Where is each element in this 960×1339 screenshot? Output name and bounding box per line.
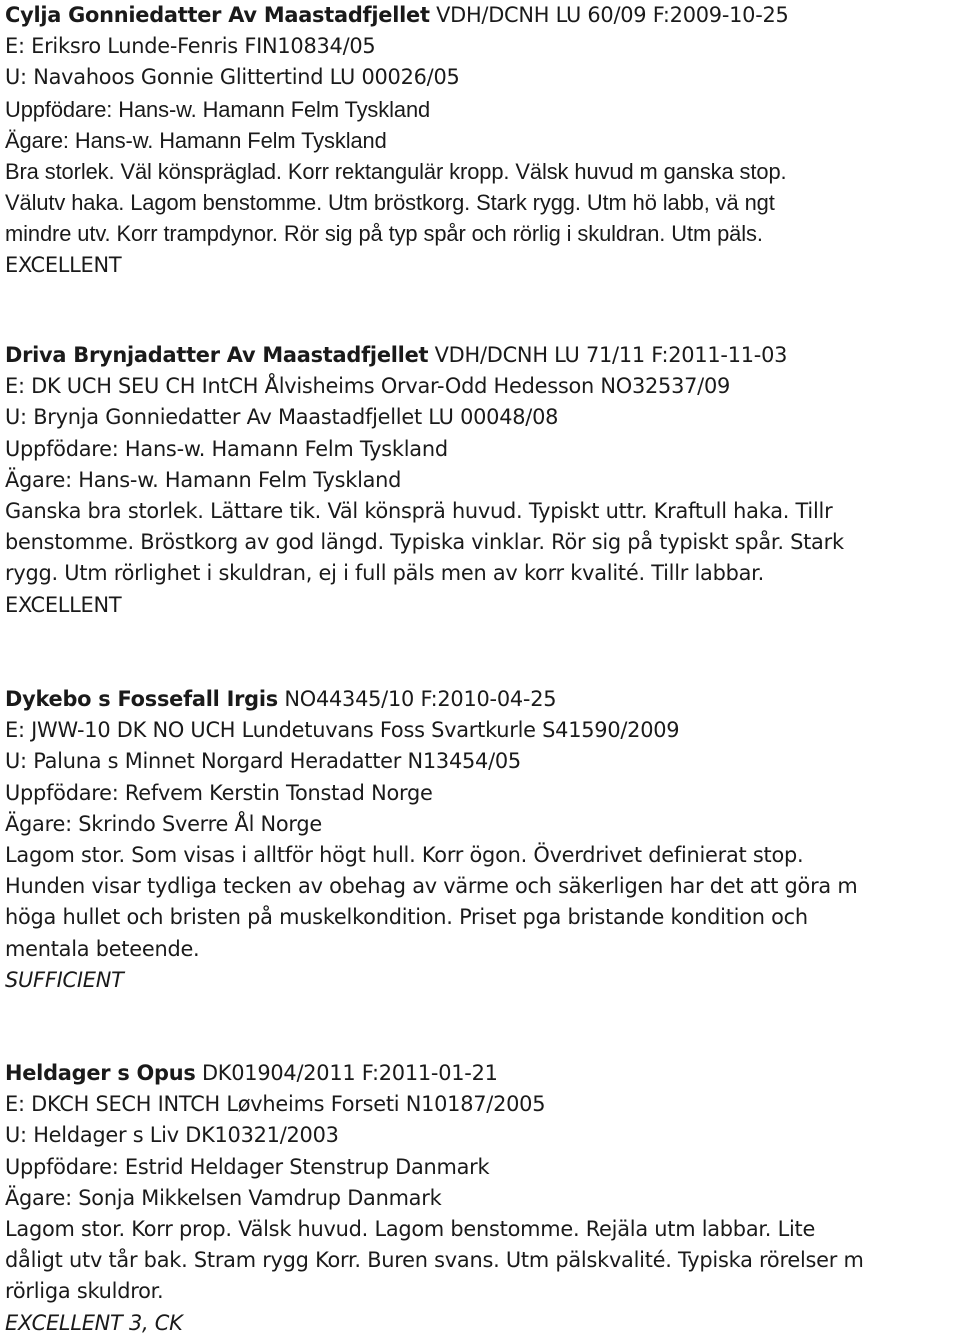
critique-line: rygg. Utm rörlighet i skuldran, ej i full päls men av korr kvalité. Tillr labbar. xyxy=(5,561,765,586)
critique-line: Välutv haka. Lagom benstomme. Utm bröstkorg. Stark rygg. Utm hö labb, vä ngt xyxy=(5,190,775,216)
dog-name: Driva Brynjadatter Av Maastadfjellet xyxy=(5,343,429,367)
owner-line: Ägare: Hans-w. Hamann Felm Tyskland xyxy=(5,127,387,153)
dog-entry xyxy=(5,0,960,281)
dog-entry xyxy=(5,1058,960,1339)
critique-line: Ganska bra storlek. Lättare tik. Väl könsprä huvud. Typiskt uttr. Kraftull haka. Tillr xyxy=(5,498,833,523)
verdict: EXCELLENT xyxy=(5,252,122,277)
entry-header xyxy=(5,1058,955,1089)
sire-line: E: DK UCH SEU CH IntCH Ålvisheims Orvar-Odd Hedesson NO32537/09 xyxy=(5,374,731,399)
dog-name: Dykebo s Fossefall Irgis xyxy=(5,687,279,711)
sire-line: E: DKCH SECH INTCH Løvheims Forseti N10187/2005 xyxy=(5,1092,546,1117)
critique-line: Hunden visar tydliga tecken av obehag av värme och säkerligen har det att göra m xyxy=(5,874,858,899)
breeder-line: Uppfödare: Estrid Heldager Stenstrup Danmark xyxy=(5,1154,490,1179)
entry-header xyxy=(5,0,955,31)
critique-line: Bra storlek. Väl könspräglad. Korr rektangulär kropp. Välsk huvud m ganska stop. xyxy=(5,158,787,184)
critique-line: Lagom stor. Som visas i alltför högt hull. Korr ögon. Överdrivet definierat stop. xyxy=(5,842,804,867)
dog-entry xyxy=(5,340,960,621)
registration: DK01904/2011 F:2011-01-21 xyxy=(195,1061,498,1085)
verdict: EXCELLENT 3, CK xyxy=(5,1310,183,1335)
owner-line: Ägare: Hans-w. Hamann Felm Tyskland xyxy=(5,467,402,492)
dog-entry xyxy=(5,684,960,996)
dog-name: Heldager s Opus xyxy=(5,1061,196,1085)
critique-line: rörliga skuldror. xyxy=(5,1279,164,1304)
critique-line: Lagom stor. Korr prop. Välsk huvud. Lagom benstomme. Rejäla utm labbar. Lite xyxy=(5,1216,816,1241)
owner-line: Ägare: Skrindo Sverre Ål Norge xyxy=(5,811,323,836)
breeder-line: Uppfödare: Hans-w. Hamann Felm Tyskland xyxy=(5,96,431,122)
critique-line: dåligt utv tår bak. Stram rygg Korr. Buren svans. Utm pälskvalité. Typiska rörelser m xyxy=(5,1248,864,1273)
breeder-line: Uppfödare: Refvem Kerstin Tonstad Norge xyxy=(5,780,433,805)
dam-line: U: Navahoos Gonnie Glittertind LU 00026/05 xyxy=(5,65,460,90)
sire-line: E: Eriksro Lunde-Fenris FIN10834/05 xyxy=(5,34,376,59)
breeder-line: Uppfödare: Hans-w. Hamann Felm Tyskland xyxy=(5,436,448,461)
verdict: SUFFICIENT xyxy=(5,967,124,992)
dam-line: U: Heldager s Liv DK10321/2003 xyxy=(5,1123,339,1148)
sire-line: E: JWW-10 DK NO UCH Lundetuvans Foss Svartkurle S41590/2009 xyxy=(5,718,680,743)
registration: NO44345/10 F:2010-04-25 xyxy=(278,687,557,711)
registration: VDH/DCNH LU 71/11 F:2011-11-03 xyxy=(428,343,788,367)
entry-header xyxy=(5,340,955,371)
verdict: EXCELLENT xyxy=(5,592,122,617)
critique-line: mentala beteende. xyxy=(5,936,200,961)
critique-line: mindre utv. Korr trampdynor. Rör sig på typ spår och rörlig i skuldran. Utm päls. xyxy=(5,221,763,247)
owner-line: Ägare: Sonja Mikkelsen Vamdrup Danmark xyxy=(5,1185,442,1210)
dam-line: U: Paluna s Minnet Norgard Heradatter N13454/05 xyxy=(5,749,521,774)
dam-line: U: Brynja Gonniedatter Av Maastadfjellet LU 00048/08 xyxy=(5,405,559,430)
entry-header xyxy=(5,684,955,715)
critique-line: höga hullet och bristen på muskelkondition. Priset pga bristande kondition och xyxy=(5,905,808,930)
critique-line: benstomme. Bröstkorg av god längd. Typiska vinklar. Rör sig på typiskt spår. Stark xyxy=(5,530,844,555)
dog-name: Cylja Gonniedatter Av Maastadfjellet xyxy=(5,3,430,27)
registration: VDH/DCNH LU 60/09 F:2009-10-25 xyxy=(429,3,789,27)
